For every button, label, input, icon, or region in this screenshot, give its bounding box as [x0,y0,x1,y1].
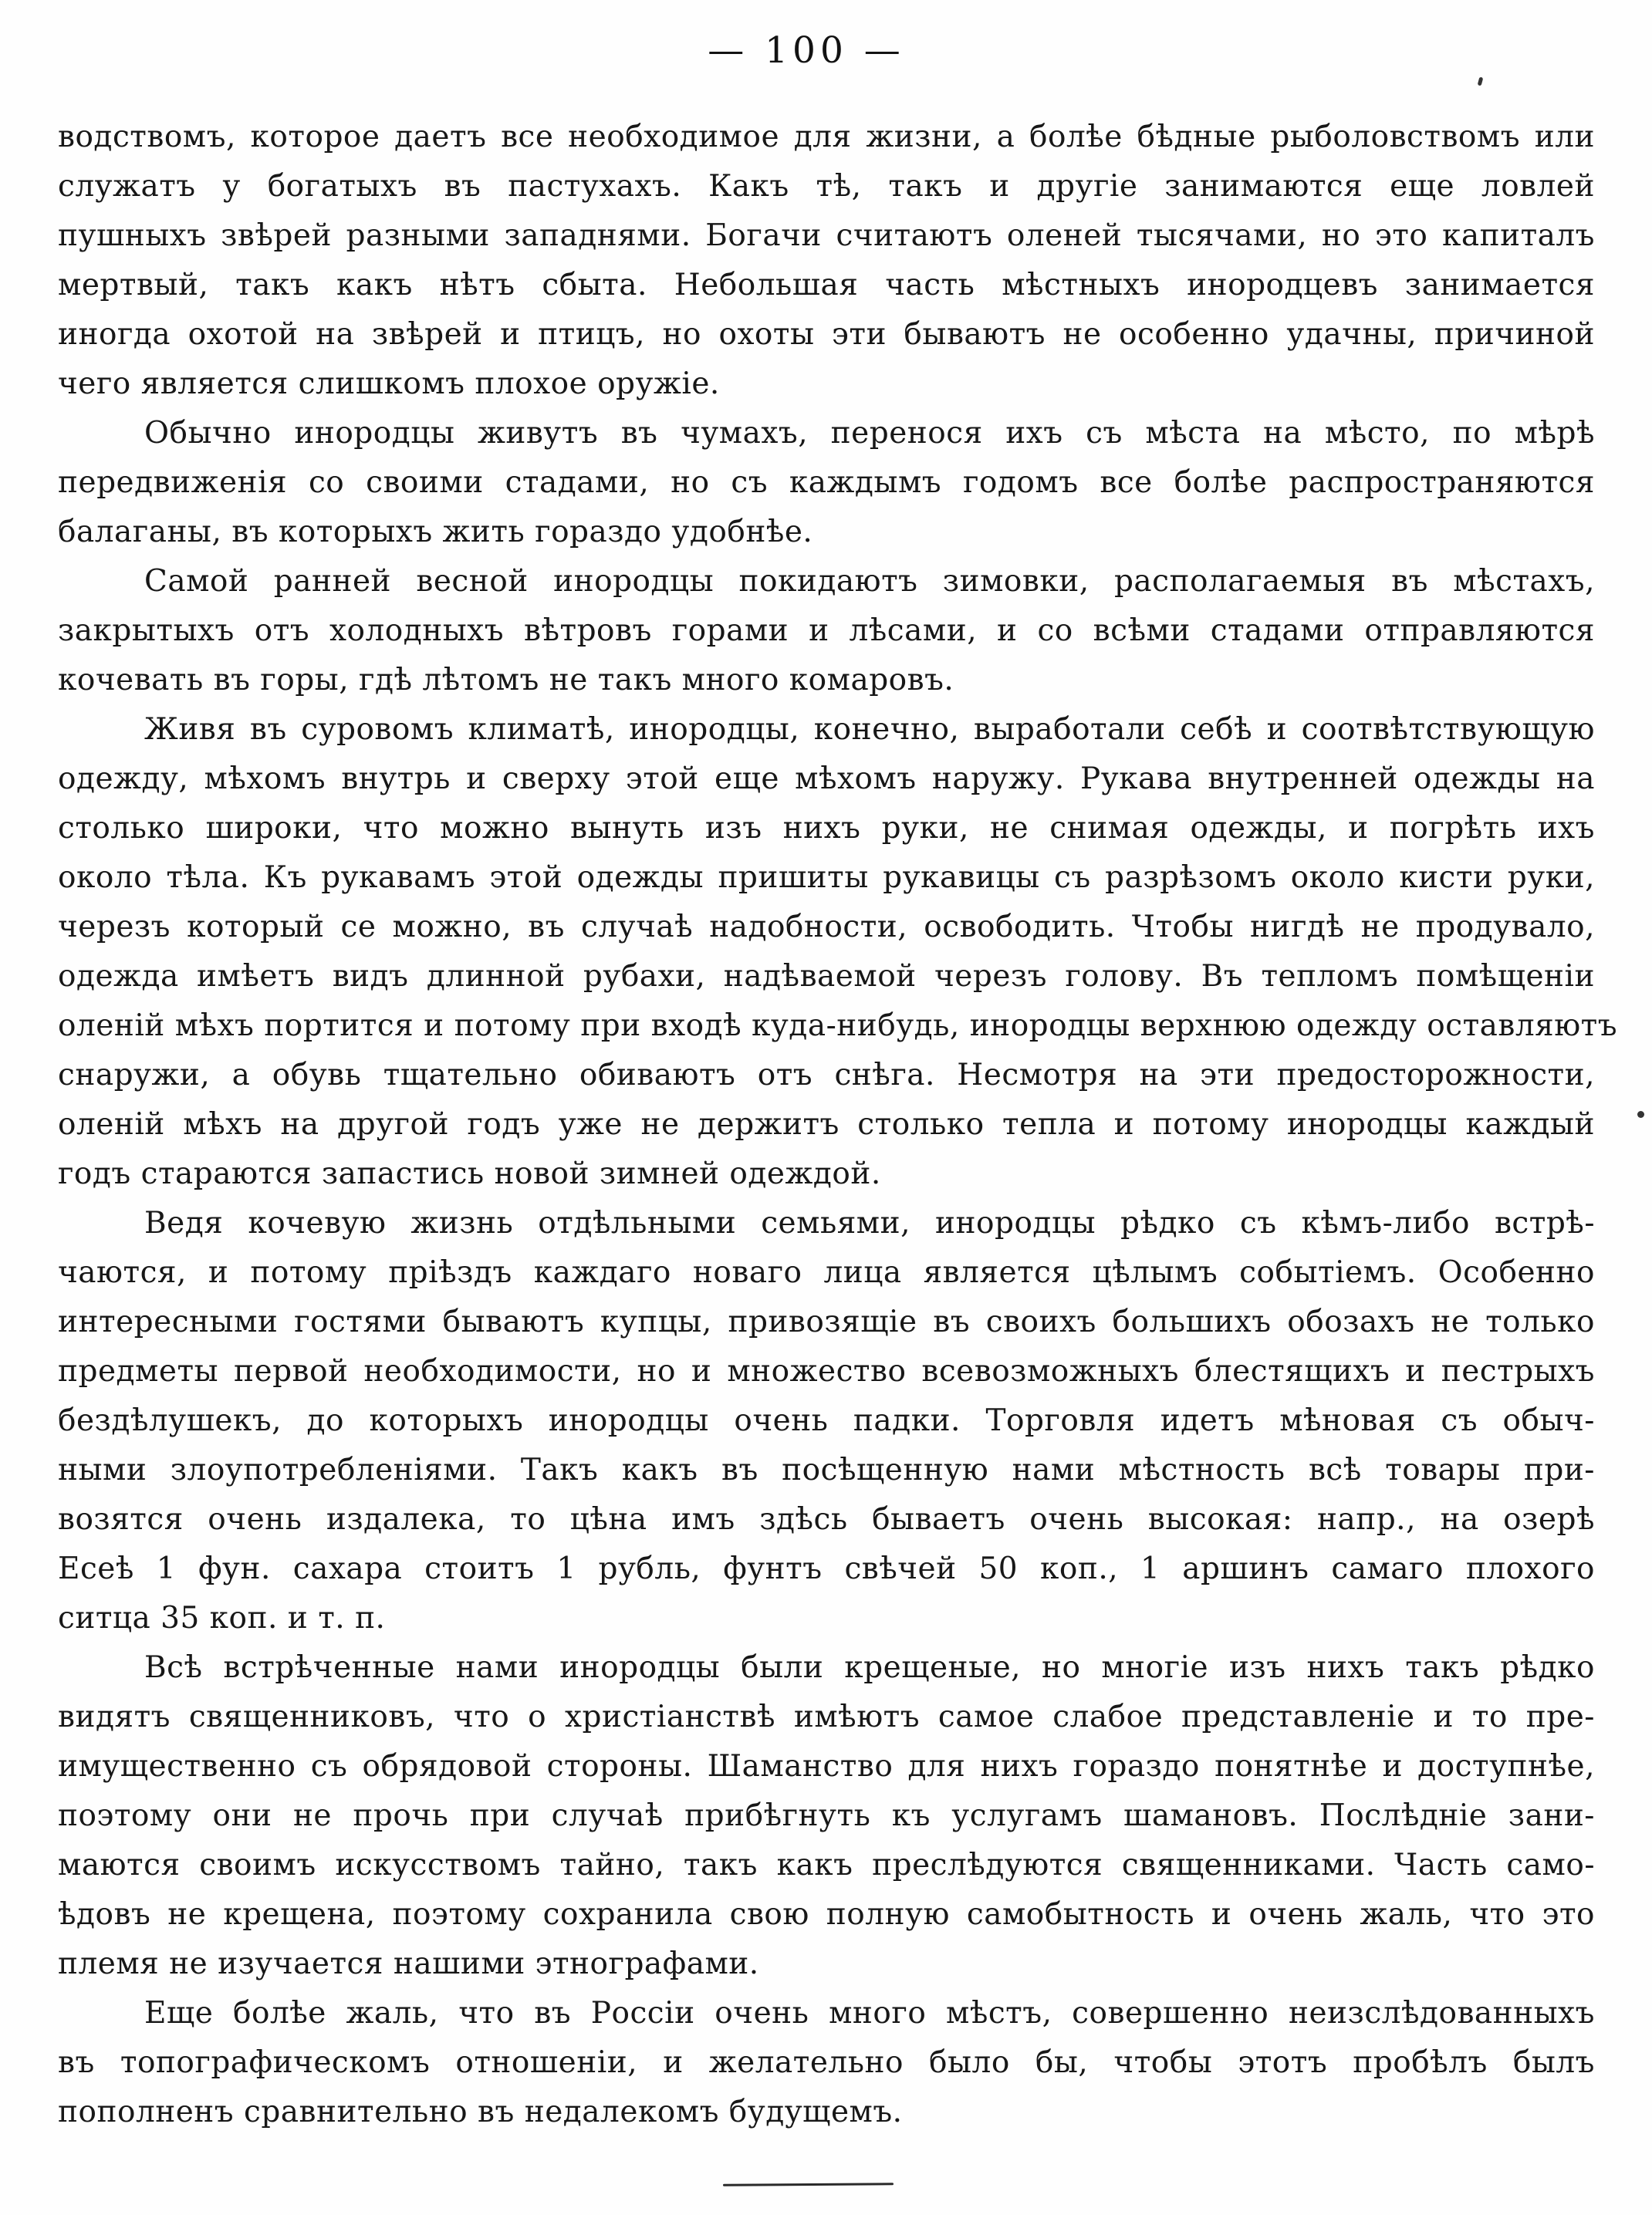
text-line: предметы первой необходимости, но и множество всевозможныхъ блестящихъ и пестрыхъ [58,1354,1595,1389]
text-line: племя не изучается нашими этнографами. [58,1947,759,1981]
text-line: черезъ который се можно, въ случаѣ надобности, освободить. Чтобы нигдѣ не продувало, [58,910,1595,944]
text-line: ѣдовъ не крещена, поэтому сохранила свою полную самобытность и очень жаль, что это [58,1897,1595,1932]
paragraph [58,409,1595,557]
text-line: пушныхъ звѣрей разными западнями. Богачи считаютъ оленей тысячами, но это капиталъ [58,218,1595,253]
text-line: пополненъ сравнительно въ недалекомъ будущемъ. [58,2095,903,2129]
paragraph [58,705,1618,1199]
text-line: Всѣ встрѣченные нами инородцы были крещеные, но многіе изъ нихъ такъ рѣдко [144,1650,1595,1685]
text-line: интересными гостями бываютъ купцы, привозящіе въ своихъ большихъ обозахъ не только [58,1305,1595,1339]
text-line: чаются, и потому пріѣздъ каждаго новаго лица является цѣлымъ событіемъ. Особенно [58,1255,1595,1290]
text-line: Обычно инородцы живутъ въ чумахъ, перенося ихъ съ мѣста на мѣсто, по мѣрѣ [144,416,1595,451]
text-line: кочевать въ горы, гдѣ лѣтомъ не такъ много комаровъ. [58,663,954,697]
text-line: водствомъ, которое даетъ все необходимое для жизни, а болѣе бѣдные рыболовствомъ или [58,120,1595,154]
text-line: возятся очень издалека, то цѣна имъ здѣсь бываетъ очень высокая: напр., на озерѣ [58,1502,1595,1537]
paragraph [58,1989,1595,2137]
text-line: поэтому они не прочь при случаѣ прибѣгнуть къ услугамъ шамановъ. Послѣдніе зани- [58,1798,1595,1833]
text-line: годъ стараются запастись новой зимней одеждой. [58,1156,881,1191]
text-line: закрытыхъ отъ холодныхъ вѣтровъ горами и лѣсами, и со всѣми стадами отправляются [58,613,1595,648]
text-line: Ведя кочевую жизнь отдѣльными семьями, инородцы рѣдко съ кѣмъ-либо встрѣ- [144,1206,1595,1241]
text-line: Живя въ суровомъ климатѣ, инородцы, конечно, выработали себѣ и соотвѣтствующую [144,712,1595,747]
text-line: Самой ранней весной инородцы покидаютъ зимовки, располагаемыя въ мѣстахъ, [144,564,1595,599]
text-line: Есеѣ 1 фун. сахара стоитъ 1 рубль, фунтъ свѣчей 50 коп., 1 аршинъ самаго плохого [58,1552,1595,1586]
paragraph [58,113,1595,409]
text-line: маются своимъ искусствомъ тайно, такъ какъ преслѣдуются священниками. Часть само- [58,1848,1595,1882]
text-line: служатъ у богатыхъ въ пастухахъ. Какъ тѣ, такъ и другіе занимаются еще ловлей [58,169,1595,204]
text-line: одежда имѣетъ видъ длинной рубахи, надѣваемой черезъ голову. Въ тепломъ помѣщеніи [58,959,1595,994]
text-line: имущественно съ обрядовой стороны. Шаманство для нихъ гораздо понятнѣе и доступнѣе, [58,1749,1595,1784]
text-line: передвиженія со своими стадами, но съ каждымъ годомъ все болѣе распространяются [58,465,1595,500]
text-line: балаганы, въ которыхъ жить гораздо удобнѣе. [58,515,813,549]
ink-speck [1478,77,1484,86]
paragraph [58,1643,1595,1989]
text-line: Еще болѣе жаль, что въ Россіи очень много мѣстъ, совершенно неизслѣдованныхъ [144,1996,1595,2031]
page-number: — 100 — [708,29,905,72]
text-line: ситца 35 коп. и т. п. [58,1601,386,1636]
text-line: одежду, мѣхомъ внутрь и сверху этой еще мѣхомъ наружу. Рукава внутренней одежды на [58,761,1595,796]
text-line: оленій мѣхъ на другой годъ уже не держитъ столько тепла и потому инородцы каждый [58,1107,1595,1142]
text-line: снаружи, а обувь тщательно обиваютъ отъ снѣга. Несмотря на эти предосторожности, [58,1058,1595,1092]
text-line: ными злоупотребленіями. Такъ какъ въ посѣщенную нами мѣстность всѣ товары при- [58,1453,1595,1487]
text-line: оленій мѣхъ портится и потому при входѣ куда-нибудь, инородцы верхнюю одежду оставляютъ [58,1008,1618,1043]
text-block [58,113,1618,2137]
end-rule [723,2183,894,2186]
ink-speck [1637,1111,1644,1118]
text-line: бездѣлушекъ, до которыхъ инородцы очень падки. Торговля идетъ мѣновая съ обыч- [58,1403,1595,1438]
text-line: чего является слишкомъ плохое оружіе. [58,366,720,401]
text-line: въ топографическомъ отношеніи, и желательно было бы, чтобы этотъ пробѣлъ былъ [58,2045,1595,2080]
text-line: около тѣла. Къ рукавамъ этой одежды пришиты рукавицы съ разрѣзомъ около кисти руки, [58,860,1595,895]
paragraph [58,557,1595,705]
text-line: столько широки, что можно вынуть изъ нихъ руки, не снимая одежды, и погрѣть ихъ [58,811,1595,846]
text-line: иногда охотой на звѣрей и птицъ, но охоты эти бываютъ не особенно удачны, причиной [58,317,1595,352]
text-line: мертвый, такъ какъ нѣтъ сбыта. Небольшая часть мѣстныхъ инородцевъ занимается [58,268,1595,302]
text-line: видятъ священниковъ, что о христіанствѣ имѣютъ самое слабое представленіе и то пре- [58,1700,1595,1734]
paragraph [58,1199,1595,1643]
